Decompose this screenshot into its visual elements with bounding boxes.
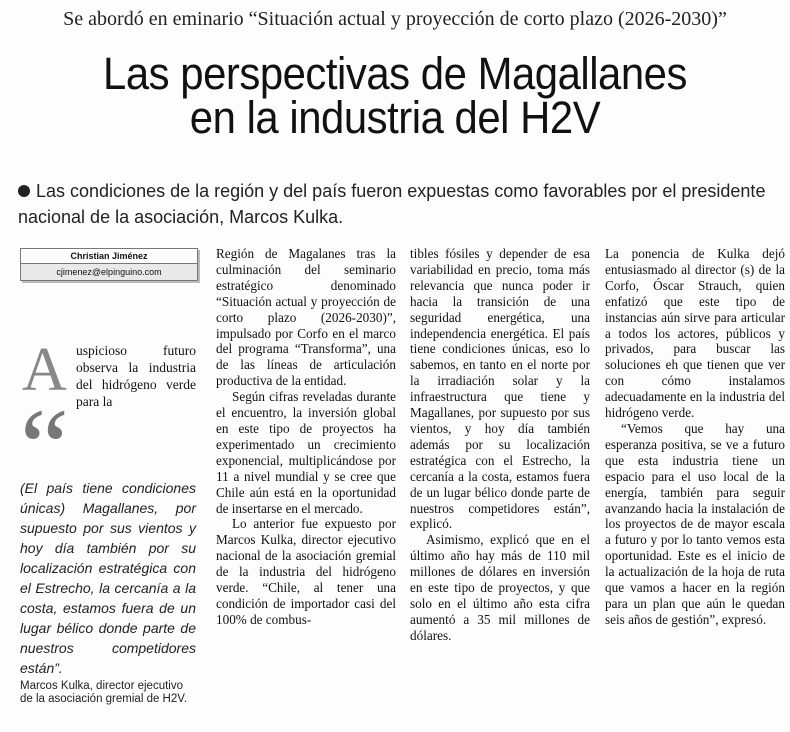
paragraph: La ponencia de Kulka dejó entusiasmado al director (s) de la Corfo, Óscar Strauch, quien enfatizó que este tipo de instancias aún sirve para articular a todos los actores, públicos y privados, para buscar las soluciones eh que tienen que ver con cómo instalamos adecuadamente en la industria del hidrógeno verde. <box>605 246 785 421</box>
quote-mark-icon: “ <box>20 386 69 508</box>
paragraph: tibles fósiles y depender de esa variabilidad en precio, toma más relevancia que nunca poder ir hacia la transición de una seguridad energética, una independencia energética. El país tiene condiciones únicas, eso lo sabemos, en tanto en el norte por la irradiación solar y la infraestructura que tiene y Magallanes, por supuesto por sus vientos, y hoy día también además por su localización estratégica con el Estrecho, la cercanía a la costa, estamos fuera de un lugar bélico donde parte de nuestros competidores están”, explicó. <box>410 246 590 532</box>
paragraph: “Vemos que hay una esperanza positiva, se ve a futuro que esta industria tiene un espacio para el uso local de la energía, también para seguir avanzando hacia la instalación de los proyectos de de mayor escala a futuro y por lo tanto vemos esta oportunidad. Este es el inicio de la actualización de la hoja de ruta que vamos a hacer en la región para un plan que aún le quedan seis años de gestión”, expresó. <box>605 420 785 627</box>
article-headline <box>0 48 790 143</box>
body-column-2 <box>410 246 590 644</box>
body-column-3 <box>605 246 785 628</box>
byline-box <box>20 248 198 281</box>
article-deck <box>18 178 778 230</box>
drop-cap: A <box>22 336 67 404</box>
pull-quote: (El país tiene condiciones únicas) Magallanes, por supuesto por sus vientos y hoy día también por su localización estratégica con el Estrecho, la cercanía a la costa, estamos fuera de un lugar bélico donde parte de nuestros competidores están”. <box>20 480 196 676</box>
paragraph: Según cifras reveladas durante el encuentro, la inversión global en este tipo de proyectos ha experimentado un crecimiento exponencial, multiplicándose por 11 a nivel mundial y se cree que Chile aún está en la oportunidad de insertarse en el mercado. <box>216 389 396 516</box>
bullet-icon <box>18 185 30 197</box>
byline-author: Christian Jiménez <box>21 249 197 264</box>
paragraph: Región de Magalanes tras la culminación del seminario estratégico denominado “Situación actual y proyección de corto plazo (2026-2030)”, impulsado por Corfo en el marco del programa “Transforma”, una de las líneas de articulación productiva de la entidad. <box>216 246 396 389</box>
headline-line-1: Las perspectivas de Magallanes <box>103 48 687 99</box>
body-column-1 <box>216 246 396 628</box>
deck-text: Las condiciones de la región y del país fueron expuestas como favorables por el presidente nacional de la asociación, Marcos Kulka. <box>18 181 766 227</box>
paragraph: Asimismo, explicó que en el último año hay más de 110 mil millones de dólares en inversión en este tipo de proyectos, y que solo en el último año esta cifra aumentó a 35 mil millones de dólares. <box>410 532 590 643</box>
article-kicker: Se abordó en eminario “Situación actual y proyección de corto plazo (2026-2030)” <box>63 8 727 30</box>
photo-caption: Marcos Kulka, director ejecutivo de la asociación gremial de H2V. <box>20 680 188 705</box>
byline-email[interactable]: cjimenez@elpinguino.com <box>21 264 197 280</box>
headline-line-2: en la industria del H2V <box>189 92 601 143</box>
lead-text: uspicioso futuro observa la industria del hidrógeno verde para la <box>76 343 196 409</box>
paragraph: Lo anterior fue expuesto por Marcos Kulka, director ejecutivo nacional de la asociación gremial de la industria del hidrógeno verde. “Chile, al tener una condición de importador casi del 100% de combus- <box>216 516 396 627</box>
